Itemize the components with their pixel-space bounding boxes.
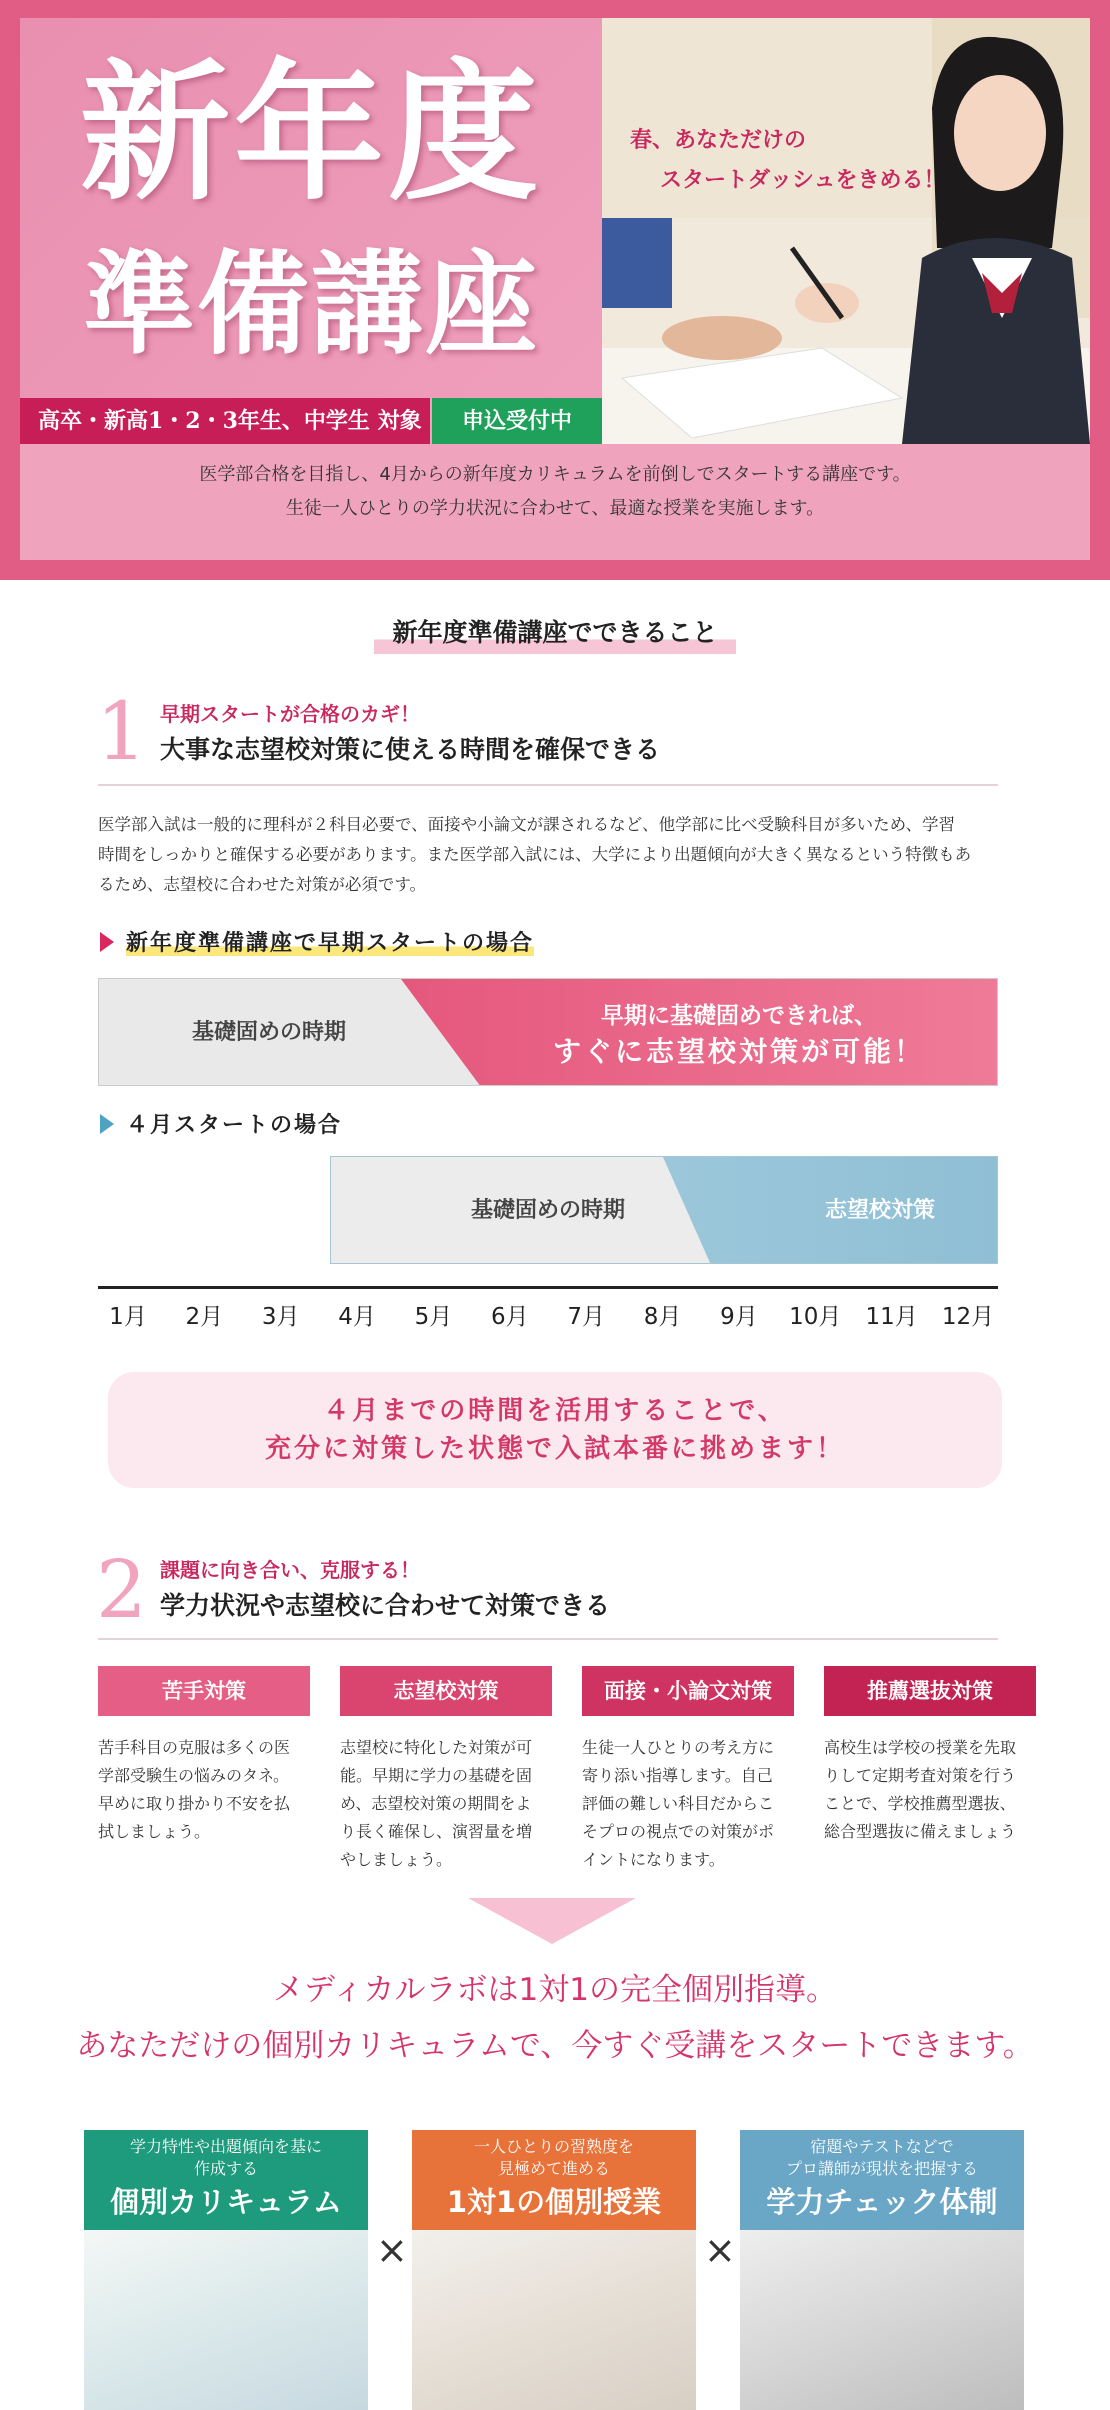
point-1-body-line-1: 医学部入試は一般的に理科が２科目必要で、面接や小論文が課されるなど、他学部に比べ受験科目が多いため、学習 bbox=[98, 815, 956, 834]
april-start-heading bbox=[100, 1108, 342, 1144]
month-label: 6月 bbox=[490, 1304, 529, 1330]
hero-student-photo bbox=[602, 18, 1090, 444]
measure-card-body: 生徒一人ひとりの考え方に 寄り添い指導します。自己 評価の難しい科目だからこ そプロの視点での対策がポ イントになります。 bbox=[582, 1738, 775, 1869]
down-arrow-icon bbox=[468, 1898, 636, 1944]
hero-tagline-line-1: 春、あなただけの bbox=[630, 127, 807, 153]
feature-photo bbox=[412, 2230, 696, 2410]
point-2-kicker: 課題に向き合い、克服する！ bbox=[160, 1558, 420, 1582]
application-open-badge: 申込受付中 bbox=[432, 398, 602, 444]
point-2-divider bbox=[98, 1638, 998, 1640]
month-label: 3月 bbox=[261, 1304, 300, 1330]
early-target-phase-text bbox=[479, 999, 998, 1071]
point-1-body-line-3: るため、志望校に合わせた対策が必須です。 bbox=[98, 875, 427, 894]
month-label: 9月 bbox=[720, 1304, 758, 1330]
measure-card-title: 志望校対策 bbox=[340, 1666, 552, 1716]
april-start-timeline bbox=[330, 1156, 998, 1264]
month-label: 8月 bbox=[643, 1304, 682, 1330]
summary-line-2: 充分に対策した状態で入試本番に挑めます！ bbox=[264, 1434, 845, 1464]
hero-description-line-2: 生徒一人ひとりの学力状況に合わせて、最適な授業を実施します。 bbox=[285, 498, 825, 519]
feature-title: 学力チェック体制 bbox=[766, 2185, 998, 2219]
early-start-heading-text: 新年度準備講座で早期スタートの場合 bbox=[126, 931, 535, 956]
triangle-bullet-icon bbox=[100, 1114, 114, 1134]
measure-card-body: 苦手科目の克服は多くの医 学部受験生の悩みのタネ。 早めに取り掛かり不安を払 拭しましょう。 bbox=[98, 1738, 291, 1841]
times-icon: × bbox=[376, 2228, 408, 2272]
feature-header bbox=[412, 2130, 696, 2230]
medical-lab-line-1: メディカルラボは1対1の完全個別指導。 bbox=[273, 1972, 837, 2008]
measure-card-title: 苦手対策 bbox=[98, 1666, 310, 1716]
early-target-line-1: 早期に基礎固めできれば、 bbox=[601, 1003, 877, 1029]
point-2-number: 2 bbox=[96, 1543, 147, 1636]
point-1-title: 大事な志望校対策に使える時間を確保できる bbox=[160, 735, 661, 764]
feature-header bbox=[740, 2130, 1024, 2230]
point-1-number: 1 bbox=[96, 685, 147, 778]
hero-title-line-1: 新年度 bbox=[79, 45, 542, 221]
point-2-title: 学力状況や志望校に合わせて対策できる bbox=[160, 1591, 611, 1620]
feature-sub-line-1: 学力特性や出題傾向を基に bbox=[129, 2137, 322, 2156]
point-1-kicker: 早期スタートが合格のカギ！ bbox=[160, 702, 420, 726]
target-audience-bar: 高卒・新高1・2・3年生、中学生 対象 bbox=[20, 398, 430, 444]
feature-sub-line-2: プロ講師が現状を把握する bbox=[785, 2159, 978, 2178]
month-axis-line bbox=[98, 1286, 998, 1289]
month-label: 11月 bbox=[865, 1304, 918, 1330]
feature-panel bbox=[84, 2130, 368, 2410]
month-label: 10月 bbox=[789, 1304, 842, 1330]
feature-title: 1対1の個別授業 bbox=[446, 2185, 662, 2219]
month-axis-labels bbox=[98, 1300, 998, 1336]
hero-tagline-line-2: スタートダッシュをきめる！ bbox=[660, 167, 946, 193]
month-label: 2月 bbox=[185, 1304, 224, 1330]
measure-card-body: 高校生は学校の授業を先取 りして定期考査対策を行う ことで、学校推薦型選抜、 総合型選抜に備えましょう bbox=[824, 1738, 1017, 1841]
month-label: 7月 bbox=[567, 1304, 605, 1330]
feature-sub-line-1: 一人ひとりの習熟度を bbox=[473, 2137, 634, 2156]
early-start-timeline bbox=[98, 978, 998, 1086]
feature-sub-line-1: 宿題やテストなどで bbox=[810, 2137, 954, 2156]
month-label: 5月 bbox=[414, 1304, 453, 1330]
hero-description-line-1: 医学部合格を目指し、4月からの新年度カリキュラムを前倒しでスタートする講座です。 bbox=[199, 464, 911, 485]
point-1-summary bbox=[108, 1372, 1002, 1488]
feature-header bbox=[84, 2130, 368, 2230]
early-basic-phase: 基礎固めの時期 bbox=[191, 1020, 346, 1045]
feature-sub-line-2: 見極めて進める bbox=[497, 2159, 610, 2178]
hero-description bbox=[20, 458, 1090, 526]
april-basic-phase: 基礎固めの時期 bbox=[470, 1198, 625, 1223]
point-1-body-line-2: 時間をしっかりと確保する必要があります。また医学部入試には、大学により出題傾向が大きく異なるという特徴もあ bbox=[98, 845, 972, 864]
measure-card-title: 推薦選抜対策 bbox=[824, 1666, 1036, 1716]
april-target-phase-text: 志望校対策 bbox=[824, 1198, 935, 1223]
summary-line-1: ４月までの時間を活用することで、 bbox=[323, 1396, 787, 1426]
times-icon: × bbox=[704, 2228, 736, 2272]
section-title: 新年度準備講座でできること bbox=[374, 612, 736, 654]
month-label: 12月 bbox=[941, 1304, 995, 1330]
month-label: 1月 bbox=[109, 1304, 147, 1330]
triangle-bullet-icon bbox=[100, 932, 114, 952]
point-1-divider bbox=[98, 784, 998, 786]
measure-card bbox=[340, 1666, 552, 1874]
feature-photo bbox=[84, 2230, 368, 2410]
early-start-heading bbox=[100, 926, 534, 962]
measure-card-title: 面接・小論文対策 bbox=[582, 1666, 794, 1716]
medical-lab-message bbox=[0, 1962, 1110, 2074]
measure-card bbox=[582, 1666, 794, 1874]
measure-card-body: 志望校に特化した対策が可 能。早期に学力の基礎を固 め、志望校対策の期間をよ り長く確保し、演習量を増 やしましょう。 bbox=[340, 1738, 533, 1869]
point-1-body bbox=[98, 810, 1040, 900]
hero-photo-illustration bbox=[602, 18, 1090, 444]
medical-lab-line-2: あなただけの個別カリキュラムで、今すぐ受講をスタートできます。 bbox=[76, 2028, 1034, 2064]
feature-panel bbox=[740, 2130, 1024, 2410]
hero-title-panel bbox=[20, 18, 602, 398]
feature-panel bbox=[412, 2130, 696, 2410]
hero-tagline bbox=[630, 120, 960, 200]
hero-title-line-2: 準備講座 bbox=[83, 239, 539, 370]
april-start-heading-text: ４月スタートの場合 bbox=[126, 1113, 343, 1138]
feature-sub-line-2: 作成する bbox=[193, 2159, 258, 2178]
measure-card bbox=[824, 1666, 1036, 1846]
measure-card bbox=[98, 1666, 310, 1846]
feature-photo bbox=[740, 2230, 1024, 2410]
month-label: 4月 bbox=[338, 1304, 376, 1330]
early-target-line-2: すぐに志望校対策が可能！ bbox=[552, 1035, 925, 1068]
feature-title: 個別カリキュラム bbox=[110, 2185, 342, 2219]
